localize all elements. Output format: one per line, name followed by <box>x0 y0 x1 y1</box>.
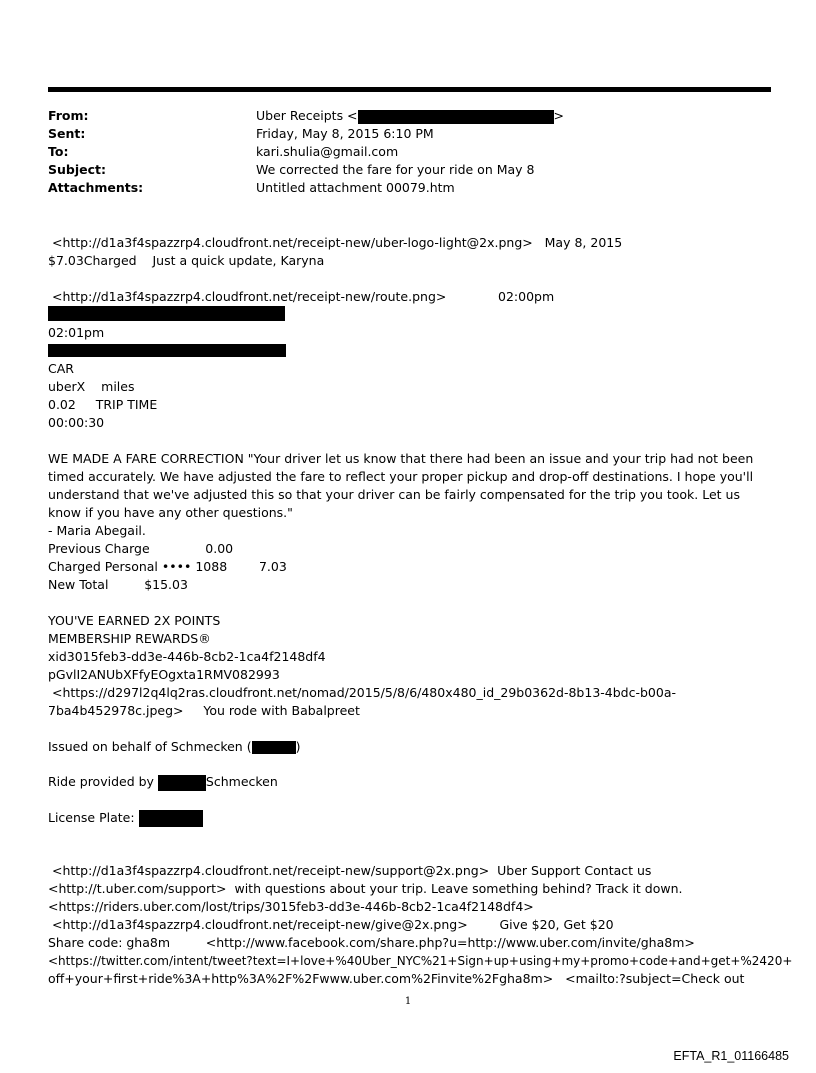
points-heading: YOU'VE EARNED 2X POINTS <box>48 613 221 628</box>
route-line: <http://d1a3f4spazzrp4.cloudfront.net/receipt-new/route.png> 02:00pm <box>48 289 555 304</box>
redaction-box <box>358 110 554 124</box>
fare-correction-paragraph: WE MADE A FARE CORRECTION "Your driver let us know that there had been an issue and your trip had not been timed accurately. We have adjusted the fare to reflect your proper pickup and drop-off destinations. I hope you'll understand that we've adjusted this so that your driver can be fairly compensated for the trip you took. Let us know if you have any other questions." <box>48 451 754 520</box>
redaction-box <box>48 344 286 357</box>
issued-suffix: ) <box>295 739 301 754</box>
redaction-box <box>158 775 206 791</box>
attachments-label: Attachments: <box>48 180 144 195</box>
ride-suffix: Schmecken <box>205 774 278 789</box>
twitter-line1[interactable]: <https://twitter.com/intent/tweet?text=I+love+%40Uber_NYC%21+Sign+up+using+my+promo+code+and+get+%2420+ <box>48 954 793 968</box>
redaction-box <box>252 741 296 754</box>
redaction-box <box>139 810 203 827</box>
ride-prefix: Ride provided by <box>48 774 158 789</box>
xid-code: xid3015feb3-dd3e-446b-8cb2-1ca4f2148df4 <box>48 649 326 664</box>
from-name: Uber Receipts < <box>256 108 358 123</box>
membership-rewards: MEMBERSHIP REWARDS® <box>48 631 211 646</box>
from-value <box>256 107 564 125</box>
support-line1[interactable]: <http://d1a3f4spazzrp4.cloudfront.net/receipt-new/support@2x.png> Uber Support Contact us <box>48 863 652 878</box>
pgvll-code: pGvlI2ANUbXFfyEOgxta1RMV082993 <box>48 667 280 682</box>
bates-number: EFTA_R1_01166485 <box>673 1049 789 1063</box>
issued-prefix: Issued on behalf of Schmecken ( <box>48 739 252 754</box>
logo-line: <http://d1a3f4spazzrp4.cloudfront.net/receipt-new/uber-logo-light@2x.png> May 8, 2015 <box>48 235 623 250</box>
nomad-link-line2[interactable]: 7ba4b452978c.jpeg> You rode with Babalpreet <box>48 703 360 718</box>
sent-value: Friday, May 8, 2015 6:10 PM <box>256 126 434 141</box>
share-line[interactable]: Share code: gha8m <http://www.facebook.com/share.php?u=http://www.uber.com/invite/gha8m> <box>48 935 695 950</box>
ride-provided-line <box>48 773 278 791</box>
trip-time: 00:00:30 <box>48 415 105 430</box>
license-plate-line <box>48 809 203 827</box>
support-line2[interactable]: <http://t.uber.com/support> with questions about your trip. Leave something behind? Track it down. <box>48 881 683 896</box>
subject-value: We corrected the fare for your ride on May 8 <box>256 162 535 177</box>
header-rule <box>48 87 771 92</box>
car-label: CAR <box>48 361 74 376</box>
charged-line: $7.03Charged Just a quick update, Karyna <box>48 253 325 268</box>
issued-line <box>48 738 300 756</box>
sent-label: Sent: <box>48 126 86 141</box>
dropoff-time: 02:01pm <box>48 325 105 340</box>
twitter-line2[interactable]: off+your+first+ride%3A+http%3A%2F%2Fwww.uber.com%2Finvite%2Fgha8m> <mailto:?subject=Check out <box>48 971 745 986</box>
charged-personal: Charged Personal •••• 1088 7.03 <box>48 559 287 574</box>
signature: - Maria Abegail. <box>48 523 146 538</box>
miles-line: 0.02 TRIP TIME <box>48 397 158 412</box>
previous-charge: Previous Charge 0.00 <box>48 541 234 556</box>
page-number: 1 <box>404 996 412 1007</box>
to-value[interactable]: kari.shulia@gmail.com <box>256 144 399 159</box>
new-total: New Total $15.03 <box>48 577 188 592</box>
nomad-link-line1[interactable]: <https://d297l2q4lq2ras.cloudfront.net/nomad/2015/5/8/6/480x480_id_29b0362d-8b13-4bdc-b00a- <box>48 685 676 700</box>
subject-label: Subject: <box>48 162 106 177</box>
from-label: From: <box>48 108 89 123</box>
support-line3[interactable]: <https://riders.uber.com/lost/trips/3015feb3-dd3e-446b-8cb2-1ca4f2148df4> <box>48 899 534 914</box>
attachments-value[interactable]: Untitled attachment 00079.htm <box>256 180 455 195</box>
license-label: License Plate: <box>48 810 139 825</box>
give-line[interactable]: <http://d1a3f4spazzrp4.cloudfront.net/receipt-new/give@2x.png> Give $20, Get $20 <box>48 917 614 932</box>
uberx-line: uberX miles <box>48 379 135 394</box>
to-label: To: <box>48 144 69 159</box>
from-end: > <box>553 108 565 123</box>
redaction-box <box>48 306 285 321</box>
